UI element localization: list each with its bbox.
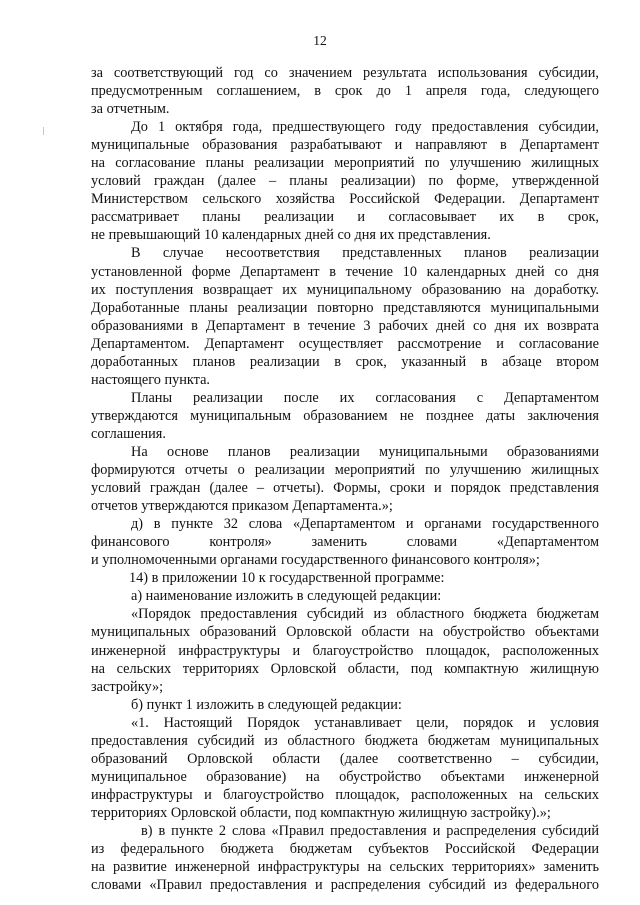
text-line: муниципальное образование) на обустройство объектами инженерной bbox=[91, 768, 599, 785]
text-line: условий граждан (далее – отчеты). Формы, сроки и порядок представления bbox=[91, 480, 599, 497]
text-line: инфраструктуры и благоустройство площадок, расположенных на сельских bbox=[91, 786, 599, 803]
text-line: на сельских территориях Орловской области, под компактную жилищную bbox=[91, 660, 599, 677]
text-line: соглашения. bbox=[91, 425, 166, 442]
text-line: предусмотренным соглашением, в срок до 1 апреля года, следующего bbox=[91, 83, 599, 100]
text-line: утверждаются муниципальным образованием не позднее даты заключения bbox=[91, 407, 599, 424]
document-body bbox=[91, 64, 599, 894]
text-line: Департаментом. Департамент осуществляет рассмотрение и согласование bbox=[91, 335, 599, 352]
text-line: не превышающий 10 календарных дней со дня их представления. bbox=[91, 227, 491, 244]
text-line: за соответствующий год со значением результата использования субсидии, bbox=[91, 65, 599, 81]
margin-mark bbox=[43, 127, 44, 135]
text-line: установленной форме Департамент в течение 10 календарных дней со дня bbox=[91, 263, 599, 280]
text-line: застройку»; bbox=[91, 678, 164, 695]
text-line: рассматривает планы реализации и согласовывает их в срок, bbox=[91, 209, 599, 226]
text-line: Министерством сельского хозяйства Российской Федерации. Департамент bbox=[91, 191, 599, 208]
text-line: муниципальных образований Орловской области на обустройство объектами bbox=[91, 624, 599, 641]
text-line: отчетов утверждаются приказом Департамента.»; bbox=[91, 498, 393, 515]
text-line: предоставления субсидий из областного бюджета бюджетам муниципальных bbox=[91, 732, 599, 749]
text-line: Доработанные планы реализации повторно представляются муниципальными bbox=[91, 299, 599, 316]
text-line: б) пункт 1 изложить в следующей редакции: bbox=[131, 696, 402, 713]
text-line: словами «Правил предоставления и распределения субсидий из федерального bbox=[91, 877, 599, 894]
text-line: 14) в приложении 10 к государственной программе: bbox=[129, 570, 445, 587]
text-line: «1. Настоящий Порядок устанавливает цели, порядок и условия bbox=[131, 714, 599, 731]
text-line: финансового контроля» заменить словами «Департаментом bbox=[91, 534, 599, 551]
text-line: территориях Орловской области, под компактную жилищную застройку).»; bbox=[91, 804, 551, 821]
text-line: на согласование планы реализации мероприятий по улучшению жилищных bbox=[91, 155, 599, 172]
text-line: образований Орловской области (далее соответственно – субсидии, bbox=[91, 750, 599, 767]
text-line: муниципальные образования разрабатывают и направляют в Департамент bbox=[91, 137, 599, 154]
text-line: д) в пункте 32 слова «Департаментом и органами государственного bbox=[131, 516, 599, 533]
page-number: 12 bbox=[313, 33, 327, 48]
text-line: доработанных планов реализации в срок, указанный в абзаце втором bbox=[91, 353, 599, 370]
text-line: за отчетным. bbox=[91, 101, 170, 118]
text-line: в) в пункте 2 слова «Правил предоставления и распределения субсидий bbox=[141, 822, 599, 839]
text-line: условий граждан (далее – планы реализации) по форме, утвержденной bbox=[91, 173, 599, 190]
text-line: формируются отчеты о реализации мероприятий по улучшению жилищных bbox=[91, 462, 599, 479]
text-line: «Порядок предоставления субсидий из областного бюджета бюджетам bbox=[131, 606, 599, 623]
text-line: из федерального бюджета бюджетам субъектов Российской Федерации bbox=[91, 841, 599, 858]
text-line: настоящего пункта. bbox=[91, 371, 210, 388]
text-line: До 1 октября года, предшествующего году предоставления субсидии, bbox=[131, 119, 599, 136]
text-line: В случае несоответствия представленных планов реализации bbox=[131, 245, 599, 262]
text-line: и уполномоченными органами государственного финансового контроля»; bbox=[91, 552, 540, 569]
text-line: На основе планов реализации муниципальными образованиями bbox=[131, 443, 599, 460]
text-line: образованиями в Департамент в течение 3 рабочих дней со дня их возврата bbox=[91, 317, 599, 334]
text-line: на развитие инженерной инфраструктуры на сельских территориях» заменить bbox=[91, 859, 599, 876]
text-line: инженерной инфраструктуры и благоустройство площадок, расположенных bbox=[91, 642, 599, 659]
text-line: их поступления возвращает их муниципальному образованию на доработку. bbox=[91, 281, 599, 298]
text-line: Планы реализации после их согласования с Департаментом bbox=[131, 389, 599, 406]
text-line: а) наименование изложить в следующей редакции: bbox=[131, 588, 442, 605]
